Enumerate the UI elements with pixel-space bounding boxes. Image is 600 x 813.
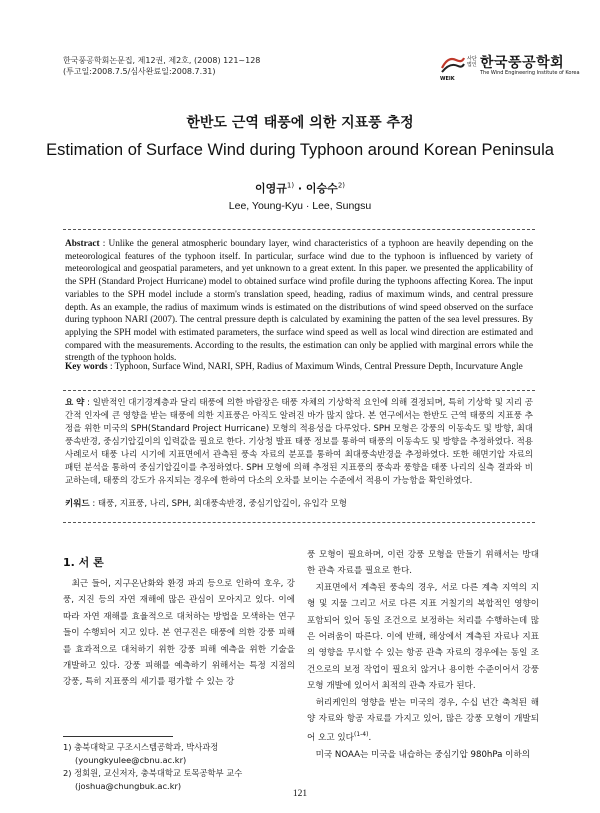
intro-paragraph-1: 최근 들어, 지구온난화와 환경 파괴 등으로 인하여 호우, 강풍, 지진 등의 자연 재해에 많은 관심이 모아지고 있다. 이에 따라 자연 재해를 효율적으로 대처하는 방법을 모색하는 연구들이 수행되어 지고 있다. 본 연구진은 태풍에 의한 강풍 피해를 효과적으로 대처하기 위한 강풍 피해 예측을 위한 기술을 개발하고 있다. 강풍 피해를 예측하기 위해서는 특정 지점의 강풍, 특히 지표풍의 세기를 평가할 수 있는 강 xyxy=(63,579,295,688)
abstract xyxy=(65,238,533,365)
footnote-2-line-1: 2) 정회원, 교신저자, 충북대학교 토목공학부 교수 xyxy=(63,768,243,778)
abstract-text: : Unlike the general atmospheric boundary layer, wind characteristics of a typhoon are heavily depending on the meteorological features of the typhoon itself. In particular, surface wind due to the typhoon is influenced by variety of meteorological and geospatial parameters, and yet unknown to a great extent. In this paper. we presented the applicability of the SPH (Standard Project Hurricane) model to obtained surface wind profile during the typhoons affecting Korea. The input variables to the SPH model include a storm's translation speed, heading, radius of maximum winds, and central pressure depth. As an example, the radius of maximum winds is estimated on the distributions of wind speed observed on the surface during typhoon NARI (2007). The central pressure depth is calculated by examining the patten of the sea level pressures. By applying the SPH model with estimated parameters, the surface wind speed as well as local wind direction are estimated and compared with the measurements. According to the results, the estimation can only be applied with marginal errors while the strength of the typhoon holds. xyxy=(65,239,533,364)
title-english: Estimation of Surface Wind during Typhoon around Korean Peninsula xyxy=(46,141,554,159)
yoyak-label: 요 약 xyxy=(65,398,85,408)
dates-line: (투고일:2008.7.5/심사완료일:2008.7.31) xyxy=(63,67,216,76)
left-column xyxy=(63,576,295,691)
keywords-ko-label: 키워드 xyxy=(65,499,90,509)
divider-top xyxy=(63,229,535,230)
keywords-ko-text: : 태풍, 지표풍, 나리, SPH, 최대풍속반경, 중심기압깊이, 유입각 모형 xyxy=(92,499,348,509)
footnote-1-line-2: (youngkyulee@cbnu.ac.kr) xyxy=(75,754,187,765)
authors-english: Lee, Young-Kyu · Lee, Sungsu xyxy=(228,200,372,212)
intro-paragraph-4-end: . xyxy=(368,733,372,744)
wind-emblem-icon xyxy=(440,54,466,76)
right-column xyxy=(307,547,539,763)
intro-paragraph-3: 지표면에서 계측된 풍속의 경우, 서로 다른 계측 지역의 지형 및 지물 그리고 서로 다른 지표 거칠기의 복합적인 영향이 포함되어 있어 동일 조건으로 보정하는 처리를 수행하는데 많은 어려움이 따른다. 이에 반해, 해상에서 계측된 자료나 지표의 영향을 무시할 수 있는 항공 관측 자료의 경우에는 동일 조건으로의 보정 작업이 필요치 않거나 용이한 수준이어서 강풍 모형 개발에 있어서 최적의 관측 자료가 된다. xyxy=(307,582,539,692)
title-korean: 한반도 근역 태풍에 의한 지표풍 추정 xyxy=(186,115,414,131)
section-heading-introduction: 1. 서 론 xyxy=(63,556,104,569)
logo-abbr: WEIK xyxy=(440,76,455,82)
divider-bottom xyxy=(63,522,535,523)
keywords-english xyxy=(65,361,533,374)
yoyak-text: : 일반적인 대기경계층과 달리 태풍에 의한 바람장은 태풍 자체의 기상학적 요인에 의해 결정되며, 특히 기상학 및 지리 공간적 인자에 큰 영향을 받는 태풍에 의한 지표풍은 아직도 알려진 바가 많지 않다. 본 연구에서는 한반도 근역 태풍의 지표풍 추정을 위한 미국의 SPH(Standard Project Hurricane) 모형의 적용성을 다루었다. SPH 모형은 강풍의 이동속도 및 방향, 최대풍속반경, 중심기압깊이의 입력값을 필요로 한다. 기상청 발표 태풍 정보를 통하여 태풍의 이동속도 및 방향을 추정하였다. 적용 사례로서 태풍 나리 시기에 지표면에서 관측된 풍속 자료의 분포를 통하여 최대풍속반경을 추정하였다. 또한 해면기압 자료의 패턴 분석을 통하여 중심기압깊이를 추정하였다. SPH 모형에 의해 추정된 지표풍의 풍속과 풍향을 태풍 나리의 실측 결과와 비교하는데, 태풍의 강도가 유지되는 경우에 한하여 다소의 오차를 보이는 수준에서 적용이 가능함을 확인하였다. xyxy=(65,398,533,486)
authors-korean xyxy=(0,180,600,196)
abstract-label: Abstract xyxy=(65,239,100,249)
logo-name: 한국풍공학회 xyxy=(480,55,565,71)
intro-paragraph-4 xyxy=(307,695,539,747)
journal-line: 한국풍공학회논문집, 제12권, 제2호, (2008) 121~128 xyxy=(63,56,261,65)
footnote-2-line-2: (joshua@chungbuk.ac.kr) xyxy=(75,780,182,791)
intro-paragraph-5: 미국 NOAA는 미국을 내습하는 중심기압 980hPa 이하의 xyxy=(315,749,531,760)
author-2: 이승수 xyxy=(305,182,338,195)
society-logo xyxy=(440,52,580,82)
korean-abstract xyxy=(65,397,533,488)
keywords-korean xyxy=(65,497,533,509)
keywords-en-text: : Typhoon, Surface Wind, NARI, SPH, Radius of Maximum Winds, Central Pressure Depth, Incurvature Angle xyxy=(109,362,523,372)
footnote-1 xyxy=(63,741,303,766)
author-1: 이영규 xyxy=(255,182,287,195)
author-separator: · xyxy=(294,182,306,195)
reference-citation: (1-4) xyxy=(353,731,369,739)
intro-paragraph-4-text: 허리케인의 영향을 받는 미국의 경우, 수십 년간 축척된 해양 자료와 항공 자료를 가지고 있어, 많은 강풍 모형이 개발되어 오고 있다 xyxy=(307,697,539,744)
intro-paragraph-2: 풍 모형이 필요하며, 이런 강풍 모형을 만들기 위해서는 방대한 관측 자료를 필요로 한다. xyxy=(307,550,539,577)
page-number: 121 xyxy=(292,789,308,799)
journal-info xyxy=(63,55,260,77)
author-1-sup: 1) xyxy=(286,181,295,190)
logo-english: The Wind Engineering Institute of Korea xyxy=(480,70,580,76)
logo-small-text: 사단 법인 xyxy=(467,56,477,68)
footnote-rule xyxy=(63,736,173,737)
author-2-sup: 2) xyxy=(337,181,345,190)
divider-mid xyxy=(63,390,535,391)
keywords-en-label: Key words xyxy=(65,362,108,372)
footnote-1-line-1: 1) 충북대학교 구조시스템공학과, 박사과정 xyxy=(63,742,219,752)
